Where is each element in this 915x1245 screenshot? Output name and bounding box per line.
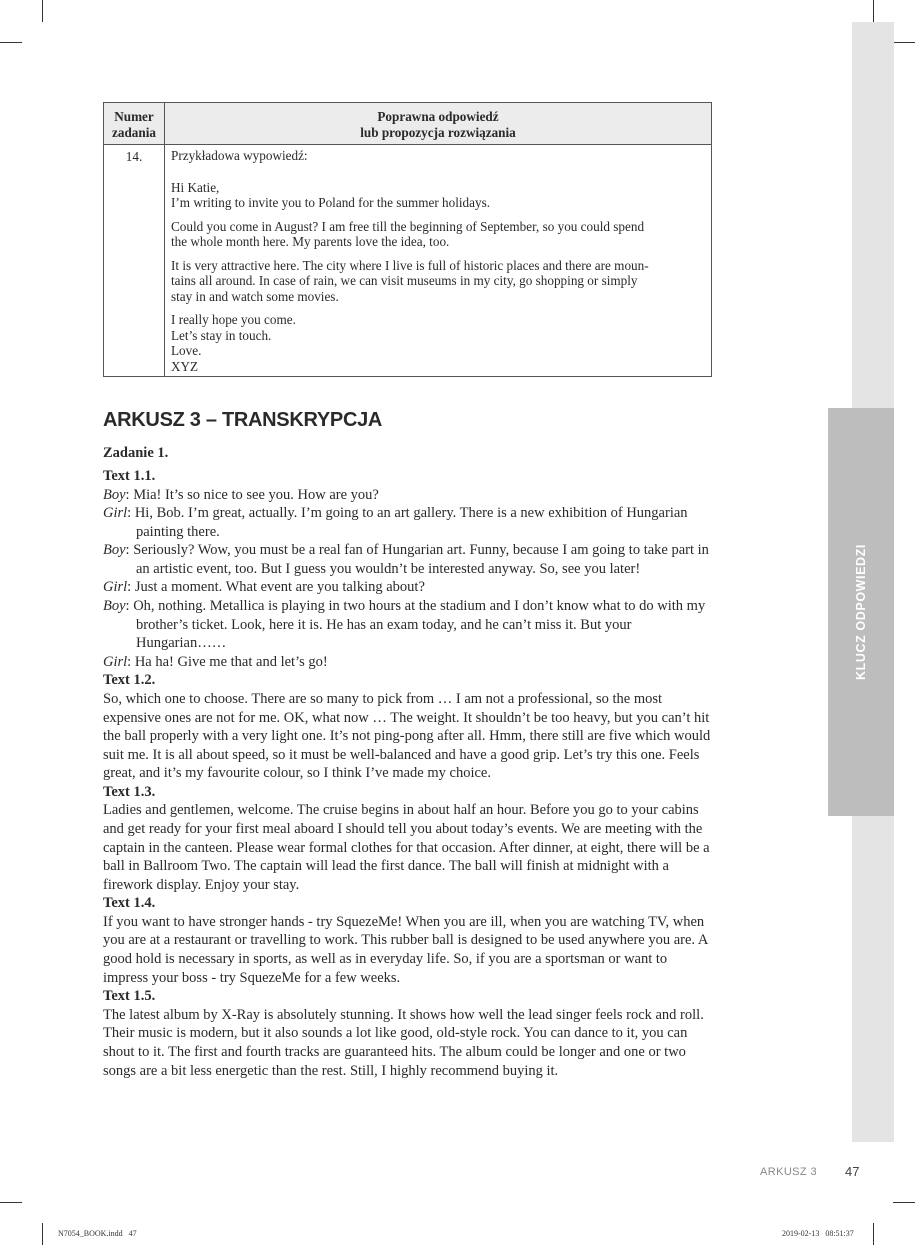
utterance: : Oh, nothing. Metallica is playing in two hours at the stadium and I don’t know what to do with my brother’s ticket. Look, here it is. He has an exam today, and he can’t miss it. But your Hungarian…… — [125, 598, 706, 652]
text-body: Ladies and gentlemen, welcome. The cruise begins in about half an hour. Before you go to your cabins and get ready for your first meal aboard I should tell you about today’s events. We are meeting with the captain in the canteen. Please wear formal clothes for that occasion. After dinner, at eight, there will be a ball in Ballroom Two. The captain will lead the first dance. The ball will finish at midnight with a firework display. Enjoy your stay. — [103, 802, 710, 893]
letter-line: stay in and watch some movies. — [171, 288, 339, 304]
header-answer-line: Poprawna odpowiedź — [377, 109, 499, 124]
print-date-info: 2019-02-13 08:51:37 — [782, 1229, 854, 1238]
text-body: The latest album by X-Ray is absolutely stunning. It shows how well the lead singer feels rock and roll. Their music is modern, but it also sounds a lot like good, old-style rock. You can dance to it, you can shout to it. The first and fourth tracks are guaranteed hits. The album could be longer and one or two songs are a bit less energetic than the rest. Still, I highly recommend buying it. — [103, 1006, 704, 1079]
text-title: Text 1.4. — [103, 895, 156, 912]
letter-line: the whole month here. My parents love the idea, too. — [171, 234, 450, 249]
crop-mark — [893, 1202, 915, 1203]
letter-paragraph — [171, 219, 705, 250]
dialogue-turn — [103, 653, 715, 672]
speaker: Boy — [103, 598, 126, 615]
letter-line: It is very attractive here. The city where I live is full of historic places and there are moun- — [171, 257, 649, 273]
answer-intro: Przykładowa wypowiedź: — [171, 148, 308, 163]
dialogue-turn — [103, 578, 715, 597]
answer-cell — [165, 145, 712, 377]
crop-mark — [42, 1223, 43, 1245]
letter-line: I really hope you come. — [171, 312, 296, 327]
letter-line: I’m writing to invite you to Poland for the summer holidays. — [171, 195, 491, 210]
header-number-line: Numer — [114, 109, 154, 124]
letter-line: Love. — [171, 343, 202, 358]
dialogue-turn — [103, 504, 715, 541]
speaker: Girl — [103, 579, 128, 596]
letter-line: Let’s stay in touch. — [171, 327, 272, 343]
text-title: Text 1.5. — [103, 988, 156, 1005]
header-number — [104, 103, 165, 145]
crop-mark — [893, 42, 915, 43]
speaker: Girl — [103, 505, 128, 522]
utterance: : Mia! It’s so nice to see you. How are you? — [125, 486, 379, 503]
crop-mark — [873, 1223, 874, 1245]
header-answer — [165, 103, 712, 145]
dialogue-turn — [103, 541, 715, 578]
crop-mark — [0, 42, 22, 43]
letter-paragraph — [171, 180, 705, 211]
answer-table — [103, 102, 712, 377]
section-title: ARKUSZ 3 – TRANSKRYPCJA — [103, 409, 383, 431]
letter-line: XYZ — [171, 358, 199, 374]
crop-mark — [42, 0, 43, 22]
letter-line: Could you come in August? I am free till the beginning of September, so you could spend — [171, 218, 645, 234]
letter-line: Hi Katie, — [171, 179, 220, 195]
text-title: Text 1.3. — [103, 783, 156, 800]
crop-mark — [0, 1202, 22, 1203]
text-title: Text 1.1. — [103, 468, 156, 484]
utterance: : Hi, Bob. I’m great, actually. I’m going to an art gallery. There is a new exhibition of Hungarian painting there. — [127, 505, 688, 540]
transcript-section — [103, 404, 715, 1080]
dialogue-turn — [103, 486, 715, 505]
text-title: Text 1.2. — [103, 672, 156, 689]
page-number: 47 — [845, 1164, 860, 1179]
task-title: Zadanie 1. — [103, 445, 169, 461]
utterance: : Seriously? Wow, you must be a real fan of Hungarian art. Funny, because I am going to take part in an artistic event, too. But I guess you wouldn’t be interested anyway. So, see you later! — [125, 542, 709, 577]
task-number: 14. — [104, 145, 165, 377]
speaker: Boy — [103, 542, 126, 559]
letter-paragraph — [171, 312, 705, 374]
crop-mark — [873, 0, 874, 22]
table-row — [104, 145, 712, 377]
utterance: : Just a moment. What event are you talking about? — [127, 579, 425, 596]
speaker: Girl — [103, 653, 128, 670]
dialogue-turn — [103, 597, 715, 653]
text-body: So, which one to choose. There are so many to pick from … I am not a professional, so the most expensive ones are not for me. OK, what now … The weight. It shouldn’t be too heavy, but you can’t hit the ball properly with a very light one. It’s not ping-pong after all. Hmm, there still are five which would suit me. It is all about speed, so it must be well-balanced and have a good grip. Let’s try this one. Feels great, and it’s my favourite colour, so I think I’ve made my choice. — [103, 690, 711, 782]
side-tab-label: KLUCZ ODPOWIEDZI — [854, 544, 869, 680]
print-file-info: N7054_BOOK.indd 47 — [58, 1229, 137, 1238]
letter-line: tains all around. In case of rain, we can visit museums in my city, go shopping or simply — [171, 273, 638, 288]
utterance: : Ha ha! Give me that and let’s go! — [127, 653, 328, 670]
text-body: If you want to have stronger hands - try SquezeMe! When you are ill, when you are watching TV, when you are at a restaurant or travelling to work. This rubber ball is designed to be used anywhere you are. A good hold is necessary in sports, as well as in everyday life. So, if you are a sportsman or want to impress your boss - try SquezeMe for a few weeks. — [103, 913, 708, 986]
header-number-line: zadania — [112, 124, 156, 140]
footer-section-label: ARKUSZ 3 — [760, 1166, 817, 1178]
speaker: Boy — [103, 486, 126, 503]
side-tab-label-wrap — [828, 408, 894, 816]
letter-paragraph — [171, 258, 705, 305]
header-answer-line: lub propozycja rozwiązania — [360, 124, 516, 140]
